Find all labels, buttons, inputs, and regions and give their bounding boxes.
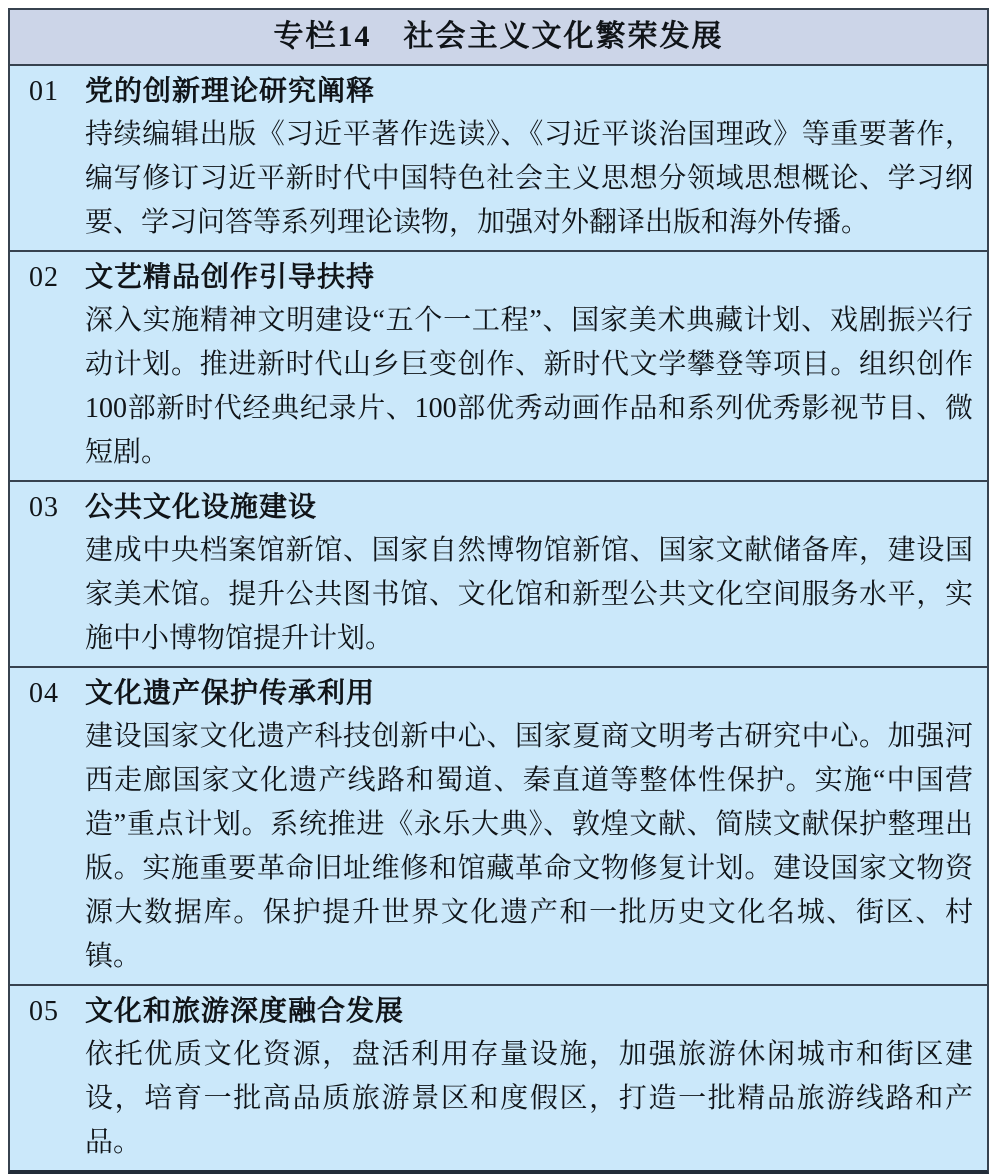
section-body: 依托优质文化资源，盘活利用存量设施，加强旅游休闲城市和街区建设，培育一批高品质旅游景区和度假区，打造一批精品旅游线路和产品。 [85, 1039, 973, 1158]
section-title-row [29, 257, 973, 299]
section-number: 04 [29, 678, 59, 709]
section-02 [10, 252, 987, 482]
section-number: 03 [29, 492, 59, 523]
section-title-row [29, 673, 973, 715]
section-03 [10, 482, 987, 668]
section-title-row [29, 487, 973, 529]
section-title-row [29, 71, 973, 113]
section-title: 党的创新理论研究阐释 [85, 76, 376, 107]
section-title: 文化遗产保护传承利用 [85, 678, 376, 709]
section-body: 持续编辑出版《习近平著作选读》、《习近平谈治国理政》等重要著作，编写修订习近平新时代中国特色社会主义思想分领域思想概论、学习纲要、学习问答等系列理论读物，加强对外翻译出版和海外传播。 [85, 119, 973, 238]
section-01 [10, 66, 987, 252]
section-title: 文艺精品创作引导扶持 [85, 262, 376, 293]
section-title: 公共文化设施建设 [85, 492, 318, 523]
section-title: 文化和旅游深度融合发展 [85, 996, 405, 1027]
section-body: 建设国家文化遗产科技创新中心、国家夏商文明考古研究中心。加强河西走廊国家文化遗产线路和蜀道、秦直道等整体性保护。实施“中国营造”重点计划。系统推进《永乐大典》、敦煌文献、简牍文献保护整理出版。实施重要革命旧址维修和馆藏革命文物修复计划。建设国家文物资源大数据库。保护提升世界文化遗产和一批历史文化名城、街区、村镇。 [85, 721, 973, 972]
section-body: 建成中央档案馆新馆、国家自然博物馆新馆、国家文献储备库，建设国家美术馆。提升公共图书馆、文化馆和新型公共文化空间服务水平，实施中小博物馆提升计划。 [85, 535, 973, 654]
section-number: 02 [29, 262, 59, 293]
section-number: 01 [29, 76, 59, 107]
panel-title: 专栏14 社会主义文化繁荣发展 [10, 10, 987, 66]
section-body: 深入实施精神文明建设“五个一工程”、国家美术典藏计划、戏剧振兴行动计划。推进新时代山乡巨变创作、新时代文学攀登等项目。组织创作100部新时代经典纪录片、100部优秀动画作品和系列优秀影视节目、微短剧。 [85, 305, 973, 468]
section-title-row [29, 991, 973, 1033]
section-number: 05 [29, 996, 59, 1027]
section-04 [10, 668, 987, 986]
section-05 [10, 986, 987, 1170]
column-box-14 [8, 8, 989, 1174]
